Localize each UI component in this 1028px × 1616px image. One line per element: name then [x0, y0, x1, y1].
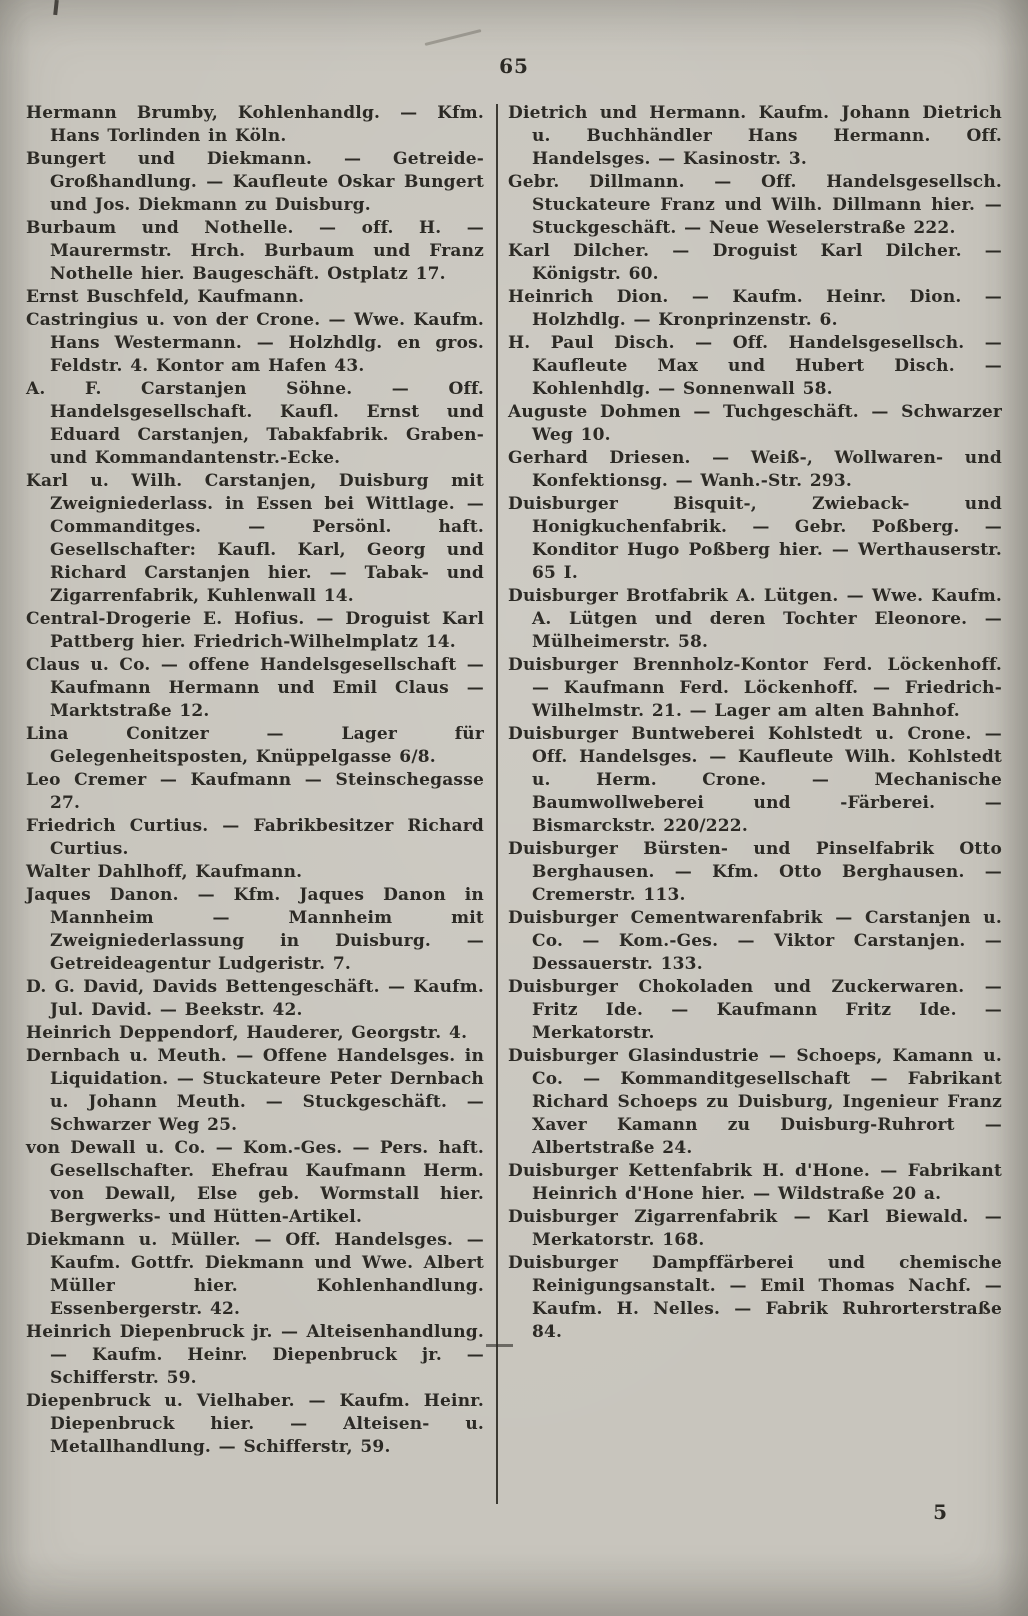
directory-entry: Heinrich Deppendorf, Hauderer, Georgstr. 4.	[26, 1023, 468, 1043]
directory-entry: Dernbach u. Meuth. — Offene Handelsges. in Liquidation. — Stuckateure Peter Dernbach u. Johann Meuth. — Stuckgeschäft. — Schwarzer Weg 25.	[26, 1046, 484, 1135]
directory-entry: Gerhard Driesen. — Weiß-, Wollwaren- und Konfektionsg. — Wanh.-Str. 293.	[508, 448, 1002, 491]
directory-entry: Diepenbruck u. Vielhaber. — Kaufm. Heinr. Diepenbruck hier. — Alteisen- u. Metallhandlung. — Schifferstr, 59.	[26, 1391, 484, 1457]
directory-entry: Karl u. Wilh. Carstanjen, Duisburg mit Zweigniederlass. in Essen bei Wittlage. — Commanditges. — Persönl. haft. Gesellschafter: Kaufl. Karl, Georg und Richard Carstanjen hier. — Tabak- und Zigarrenfabrik, Kuhlenwall 14.	[26, 471, 484, 606]
directory-entry: Duisburger Zigarrenfabrik — Karl Biewald. — Merkatorstr. 168.	[508, 1207, 1002, 1250]
directory-entry: Diekmann u. Müller. — Off. Handelsges. — Kaufm. Gottfr. Diekmann und Wwe. Albert Müller hier. Kohlenhandlung. Essenbergerstr. 42.	[26, 1230, 484, 1319]
column-divider-rule	[496, 104, 498, 1504]
directory-entry: Duisburger Chokoladen und Zuckerwaren. — Fritz Ide. — Kaufmann Fritz Ide. — Merkatorstr.	[508, 977, 1002, 1043]
directory-entry: D. G. David, Davids Bettengeschäft. — Kaufm. Jul. David. — Beekstr. 42.	[26, 977, 484, 1020]
left-column	[26, 102, 484, 1459]
directory-entry: Heinrich Diepenbruck jr. — Alteisenhandlung. — Kaufm. Heinr. Diepenbruck jr. — Schifferstr. 59.	[26, 1322, 484, 1388]
directory-entry: Jaques Danon. — Kfm. Jaques Danon in Mannheim — Mannheim mit Zweigniederlassung in Duisburg. — Getreideagentur Ludgeristr. 7.	[26, 885, 484, 974]
scan-artifact	[486, 1344, 513, 1347]
directory-entry: Leo Cremer — Kaufmann — Steinschegasse 27.	[26, 770, 484, 813]
directory-columns	[26, 102, 1002, 1504]
directory-entry: H. Paul Disch. — Off. Handelsgesellsch. — Kaufleute Max und Hubert Disch. — Kohlenhdlg. — Sonnenwall 58.	[508, 333, 1002, 399]
scan-artifact	[424, 29, 481, 46]
directory-entry: Duisburger Brennholz-Kontor Ferd. Löckenhoff. — Kaufmann Ferd. Löckenhoff. — Friedrich-Wilhelmstr. 21. — Lager am alten Bahnhof.	[508, 655, 1002, 721]
directory-entry: Duisburger Buntweberei Kohlstedt u. Crone. — Off. Handelsges. — Kaufleute Wilh. Kohlstedt u. Herm. Crone. — Mechanische Baumwollweberei und -Färberei. — Bismarckstr. 220/222.	[508, 724, 1002, 836]
page-number-bottom: 5	[933, 1500, 948, 1524]
directory-entry: Gebr. Dillmann. — Off. Handelsgesellsch. Stuckateure Franz und Wilh. Dillmann hier. — Stuckgeschäft. — Neue Weselerstraße 222.	[508, 172, 1002, 238]
directory-entry: Duisburger Cementwarenfabrik — Carstanjen u. Co. — Kom.-Ges. — Viktor Carstanjen. — Dessauerstr. 133.	[508, 908, 1002, 974]
directory-entry: Friedrich Curtius. — Fabrikbesitzer Richard Curtius.	[26, 816, 484, 859]
directory-entry: Heinrich Dion. — Kaufm. Heinr. Dion. — Holzhdlg. — Kronprinzenstr. 6.	[508, 287, 1002, 330]
directory-entry: Claus u. Co. — offene Handelsgesellschaft — Kaufmann Hermann und Emil Claus — Marktstraße 12.	[26, 655, 484, 721]
directory-entry: Duisburger Dampffärberei und chemische Reinigungsanstalt. — Emil Thomas Nachf. — Kaufm. H. Nelles. — Fabrik Ruhrorterstraße 84.	[508, 1253, 1002, 1342]
directory-entry: Duisburger Glasindustrie — Schoeps, Kamann u. Co. — Kommanditgesellschaft — Fabrikant Richard Schoeps zu Duisburg, Ingenieur Franz Xaver Kamann zu Duisburg-Ruhrort — Albertstraße 24.	[508, 1046, 1002, 1158]
directory-entry: Auguste Dohmen — Tuchgeschäft. — Schwarzer Weg 10.	[508, 402, 1002, 445]
directory-entry: Dietrich und Hermann. Kaufm. Johann Dietrich u. Buchhändler Hans Hermann. Off. Handelsges. — Kasinostr. 3.	[508, 103, 1002, 169]
directory-entry: Burbaum und Nothelle. — off. H. — Maurermstr. Hrch. Burbaum und Franz Nothelle hier. Baugeschäft. Ostplatz 17.	[26, 218, 484, 284]
page-number-top: 65	[499, 54, 529, 78]
directory-entry: Central-Drogerie E. Hofius. — Droguist Karl Pattberg hier. Friedrich-Wilhelmplatz 14.	[26, 609, 484, 652]
directory-entry: Ernst Buschfeld, Kaufmann.	[26, 287, 305, 307]
directory-entry: von Dewall u. Co. — Kom.-Ges. — Pers. haft. Gesellschafter. Ehefrau Kaufmann Herm. von Dewall, Else geb. Wormstall hier. Bergwerks- und Hütten-Artikel.	[26, 1138, 484, 1227]
directory-entry: Duisburger Kettenfabrik H. d'Hone. — Fabrikant Heinrich d'Hone hier. — Wildstraße 20 a.	[508, 1161, 1002, 1204]
directory-entry: Lina Conitzer — Lager für Gelegenheitsposten, Knüppelgasse 6/8.	[26, 724, 484, 767]
directory-entry: Bungert und Diekmann. — Getreide-Großhandlung. — Kaufleute Oskar Bungert und Jos. Diekmann zu Duisburg.	[26, 149, 484, 215]
scan-artifact	[53, 0, 59, 15]
directory-entry: Duisburger Bürsten- und Pinselfabrik Otto Berghausen. — Kfm. Otto Berghausen. — Cremerstr. 113.	[508, 839, 1002, 905]
directory-entry: Walter Dahlhoff, Kaufmann.	[26, 862, 303, 882]
right-column	[508, 102, 1002, 1344]
directory-entry: Karl Dilcher. — Droguist Karl Dilcher. — Königstr. 60.	[508, 241, 1002, 284]
directory-entry: Hermann Brumby, Kohlenhandlg. — Kfm. Hans Torlinden in Köln.	[26, 103, 484, 146]
directory-entry: A. F. Carstanjen Söhne. — Off. Handelsgesellschaft. Kaufl. Ernst und Eduard Carstanjen, Tabakfabrik. Graben- und Kommandantenstr.-Ecke.	[26, 379, 484, 468]
directory-entry: Castringius u. von der Crone. — Wwe. Kaufm. Hans Westermann. — Holzhdlg. en gros. Feldstr. 4. Kontor am Hafen 43.	[26, 310, 484, 376]
directory-entry: Duisburger Bisquit-, Zwieback- und Honigkuchenfabrik. — Gebr. Poßberg. — Konditor Hugo Poßberg hier. — Werthauserstr. 65 I.	[508, 494, 1002, 583]
directory-entry: Duisburger Brotfabrik A. Lütgen. — Wwe. Kaufm. A. Lütgen und deren Tochter Eleonore. — Mülheimerstr. 58.	[508, 586, 1002, 652]
